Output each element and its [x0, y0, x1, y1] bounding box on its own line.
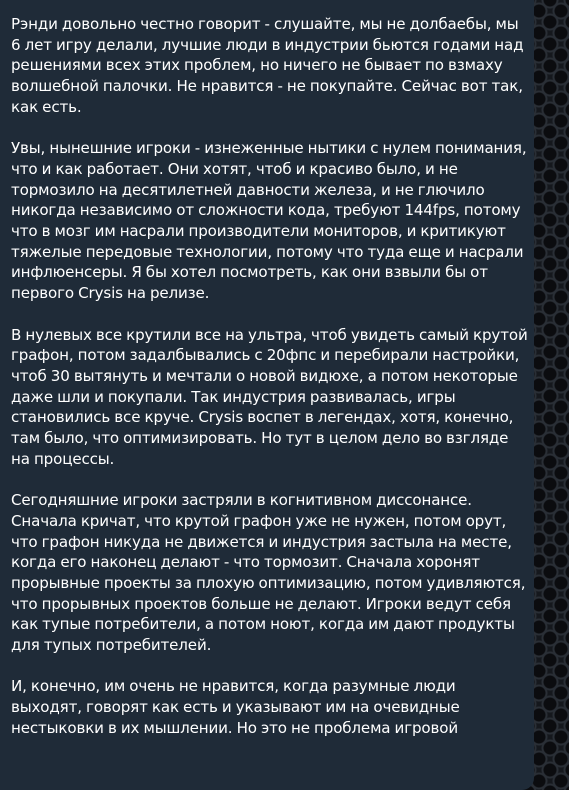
message-paragraph: В нулевых все крутили все на ультра, чтоб увидеть самый крутой графон, потом задалбывались с 20фпс и перебирали настройки, чтоб 30 вытянуть и мечтали о новой видюхе, а потом некоторые даже шли и покупали. Так индустрия развивалась, игры становились все круче. Crysis воспет в легендах, хотя, конечно, там было, что оптимизировать. Но тут в целом дело во взгляде на процессы.	[11, 325, 528, 468]
message-text[interactable]	[11, 0, 529, 759]
message-paragraph: Рэнди довольно честно говорит - слушайте, мы не долбаебы, мы 6 лет игру делали, лучшие люди в индустрии бьются годами над решениями всех этих проблем, но ничего не бывает по взмаху волшебной палочки. Не нравится - не покупайте. Сейчас вот так, как есть.	[11, 15, 524, 116]
message-paragraph: И, конечно, им очень не нравится, когда разумные люди выходят, говорят как есть и указывают им на очевидные нестыковки в их мышлении. Но это не проблема игровой	[11, 677, 460, 737]
message-paragraph: Сегодняшние игроки застряли в когнитивном диссонансе. Сначала кричат, что крутой графон уже не нужен, потом орут, что графон никуда не движется и индустрия застыла на месте, когда его наконец делают - что тормозит. Сначала хоронят прорывные проекты за плохую оптимизацию, потом удивляются, что прорывных проектов больше не делают. Игроки ведут себя как тупые потребители, а потом ноют, когда им дают продукты для тупых потребителей.	[11, 491, 526, 655]
message-paragraph: Увы, нынешние игроки - изнеженные нытики с нулем понимания, что и как работает. Они хотят, чтоб и красиво было, и не тормозило на десятилетней давности железа, и не глючило никогда независимо от сложности кода, требуют 144fps, потому что в мозг им насрали производители мониторов, и критикуют тяжелые передовые технологии, потому что туда еще и насрали инфлюенсеры. Я бы хотел посмотреть, как они взвыли бы от первого Crysis на релизе.	[11, 139, 527, 303]
